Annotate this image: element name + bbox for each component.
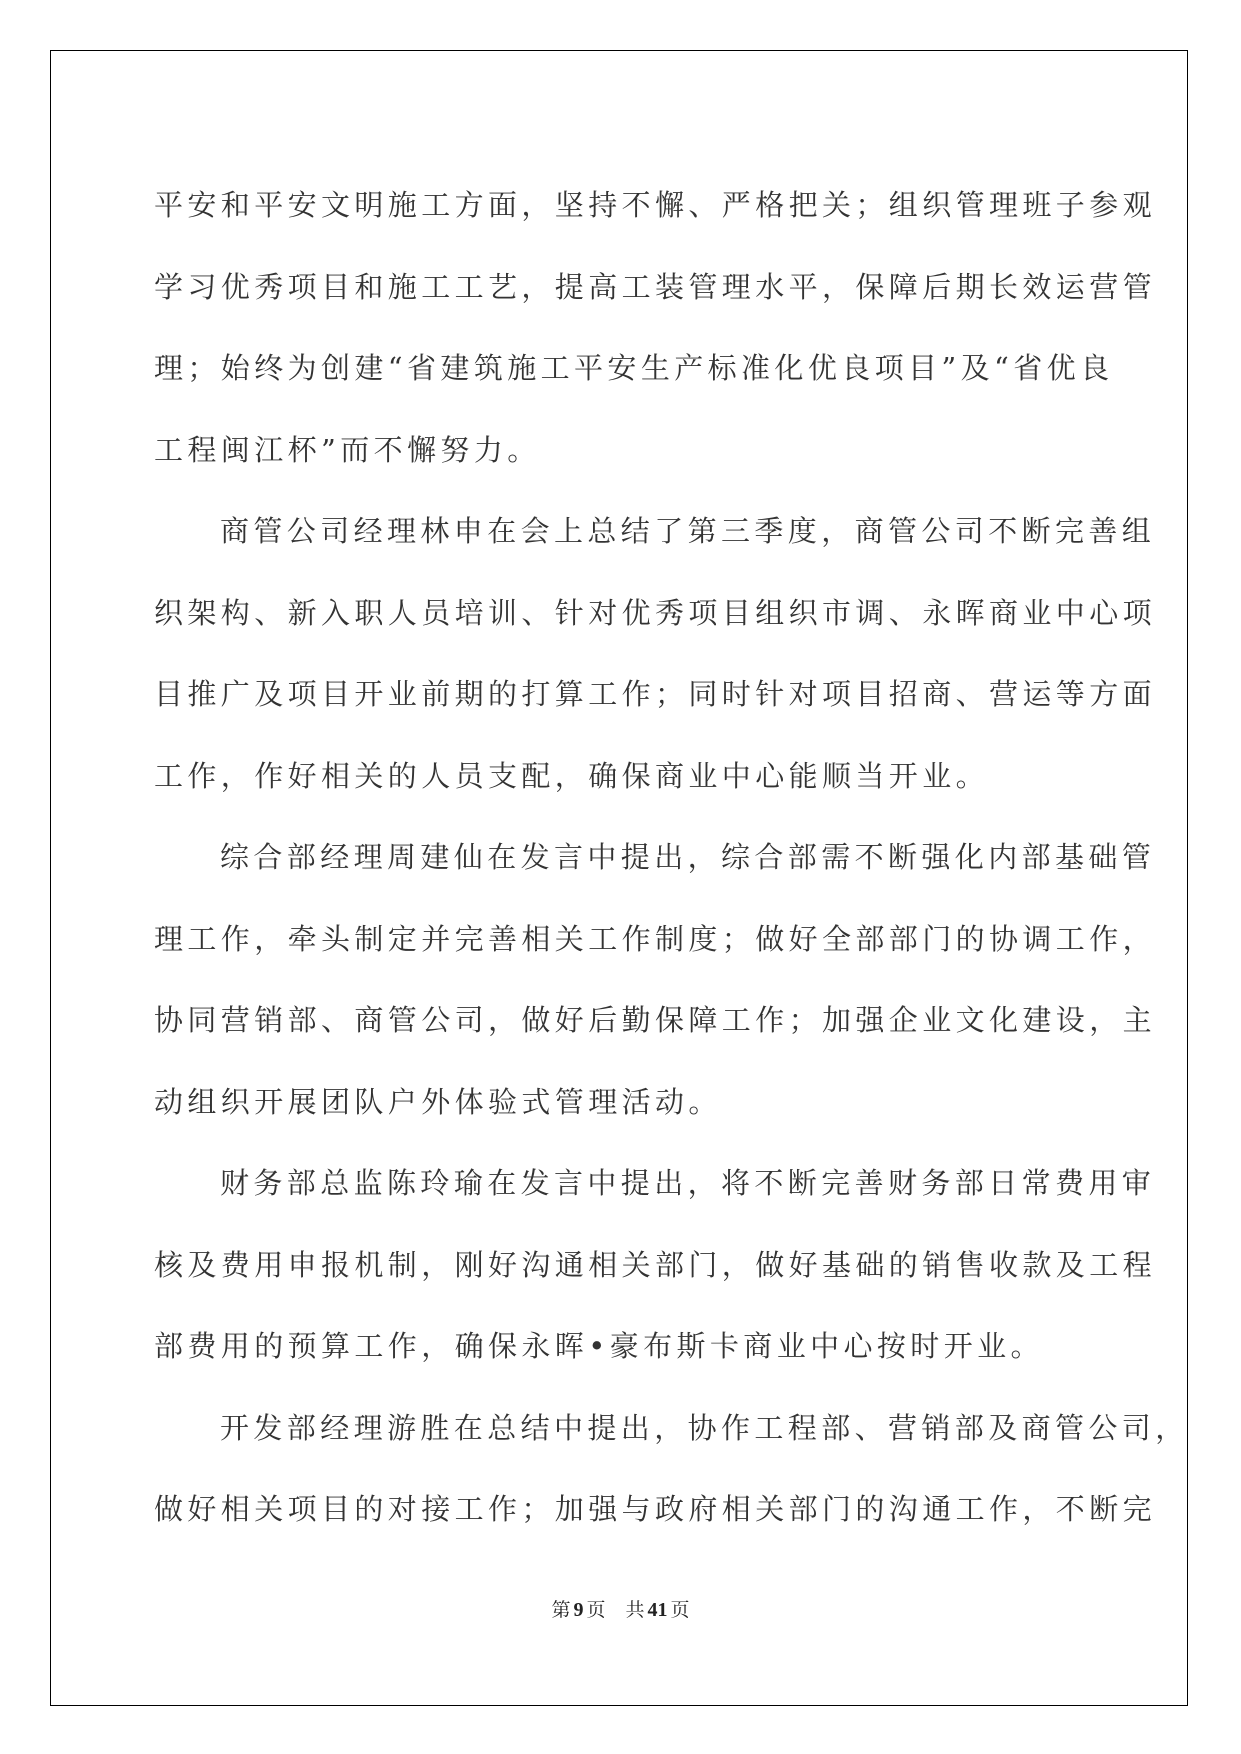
text-line: 协同营销部、商管公司，做好后勤保障工作；加强企业文化建设，主 [154,1003,1157,1037]
total-label-prefix: 共 [625,1599,645,1621]
paragraph [154,1143,1157,1388]
text-line: 财务部总监陈玲瑜在发言中提出，将不断完善财务部日常费用审 [220,1166,1156,1200]
paragraph [154,491,1157,817]
text-line: 学习优秀项目和施工工艺，提高工装管理水平，保障后期长效运营管 [154,269,1157,304]
text-line: 理工作，牵头制定并完善相关工作制度；做好全部部门的协调工作， [154,921,1157,956]
paragraph [154,817,1157,1143]
text-line: 做好相关项目的对接工作；加强与政府相关部门的沟通工作，不断完 [154,1492,1157,1526]
text-line: 织架构、新入职人员培训、针对优秀项目组织市调、永晖商业中心项 [154,595,1157,630]
text-line: 理；始终为创建“省建筑施工平安生产标准化优良项目”及“省优良 [154,351,1114,385]
page-label-prefix: 第 [551,1599,571,1621]
paragraph [154,1388,1189,1551]
text-line: 综合部经理周建仙在发言中提出，综合部需不断强化内部基础管 [220,840,1156,874]
text-line: 平安和平安文明施工方面，坚持不懈、严格把关；组织管理班子参观 [154,188,1157,222]
page-number: 9 [573,1599,584,1621]
text-line: 目推广及项目开业前期的打算工作；同时针对项目招商、营运等方面 [154,677,1157,711]
document-body [154,165,1189,1551]
total-pages: 41 [647,1599,668,1621]
text-line: 工程闽江杯”而不懈努力。 [154,432,541,467]
text-line: 工作，作好相关的人员支配，确保商业中心能顺当开业。 [154,758,990,793]
text-line: 部费用的预算工作，确保永晖•豪布斯卡商业中心按时开业。 [154,1329,1044,1363]
total-label-suffix: 页 [670,1599,690,1621]
text-line: 开发部经理游胜在总结中提出，协作工程部、营销部及商管公司， [220,1410,1189,1445]
text-line: 核及费用申报机制，刚好沟通相关部门，做好基础的销售收款及工程 [154,1247,1157,1282]
paragraph [154,165,1157,491]
text-line: 商管公司经理林申在会上总结了第三季度，商管公司不断完善组 [220,514,1156,548]
page-footer [0,1595,1241,1622]
text-line: 动组织开展团队户外体验式管理活动。 [154,1084,722,1119]
page-label-suffix: 页 [586,1599,606,1621]
